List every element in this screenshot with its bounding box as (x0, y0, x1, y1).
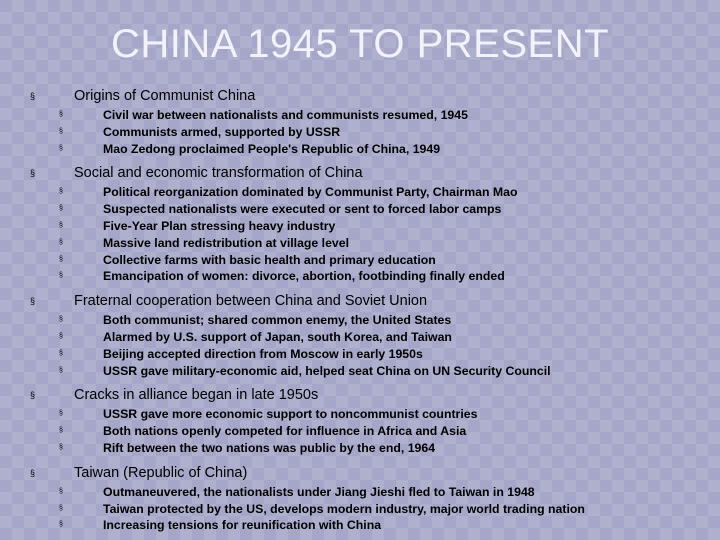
list-item (30, 346, 700, 363)
section-sino-soviet-cooperation (30, 291, 700, 379)
section-heading (30, 86, 700, 106)
square-bullet-icon: § (59, 272, 63, 280)
square-bullet-icon: § (59, 255, 63, 263)
list-item-text: Massive land redistribution at village level (103, 235, 350, 250)
square-bullet-icon: § (59, 410, 63, 418)
list-item-text: Mao Zedong proclaimed People's Republic of China, 1949 (103, 141, 441, 156)
list-item (30, 440, 700, 457)
square-bullet-icon: § (59, 111, 63, 118)
list-item-text: Increasing tensions for reunification with China (103, 518, 382, 533)
heading-text: Taiwan (Republic of China) (74, 464, 248, 481)
slide-content (30, 86, 700, 534)
slide-title: CHINA 1945 TO PRESENT (110, 22, 610, 66)
list-item-text: Five-Year Plan stressing heavy industry (103, 218, 336, 233)
list-item (30, 329, 700, 346)
list-item (30, 517, 700, 534)
list-item-text: Communists armed, supported by USSR (103, 124, 341, 139)
square-bullet-icon: § (59, 144, 63, 152)
list-item-text: USSR gave more economic support to noncommunist countries (103, 407, 478, 422)
list-item (30, 218, 700, 235)
heading-text: Social and economic transformation of China (74, 165, 363, 182)
list-item (30, 124, 700, 141)
heading-text: Cracks in alliance began in late 1950s (74, 387, 319, 404)
list-item-text: Beijing accepted direction from Moscow in early 1950s (103, 346, 423, 361)
list-item-text: Taiwan protected by the US, develops modern industry, major world trading nation (103, 501, 585, 516)
list-item (30, 484, 700, 501)
square-bullet-icon: § (30, 296, 36, 307)
square-bullet-icon: § (59, 504, 63, 512)
list-item (30, 107, 700, 124)
list-item-text: Rift between the two nations was public by the end, 1964 (103, 440, 436, 455)
section-heading (30, 385, 700, 405)
square-bullet-icon: § (59, 221, 63, 229)
square-bullet-icon: § (59, 188, 63, 196)
square-bullet-icon: § (59, 238, 63, 246)
section-social-economic (30, 163, 700, 285)
list-item-text: USSR gave military-economic aid, helped seat China on UN Security Council (103, 363, 551, 378)
square-bullet-icon: § (59, 205, 63, 213)
square-bullet-icon: § (30, 168, 36, 179)
list-item (30, 184, 700, 201)
list-item (30, 252, 700, 269)
square-bullet-icon: § (30, 390, 36, 401)
list-item-text: Emancipation of women: divorce, abortion, footbinding finally ended (103, 269, 505, 284)
square-bullet-icon: § (59, 127, 63, 135)
square-bullet-icon: § (59, 487, 63, 495)
section-heading (30, 291, 700, 311)
section-taiwan (30, 463, 700, 534)
square-bullet-icon: § (30, 467, 36, 478)
heading-text: Fraternal cooperation between China and Soviet Union (74, 293, 428, 310)
section-origins (30, 86, 700, 157)
list-item-text: Collective farms with basic health and primary education (103, 252, 436, 267)
square-bullet-icon: § (59, 443, 63, 451)
section-heading (30, 163, 700, 183)
section-heading (30, 463, 700, 483)
list-item (30, 363, 700, 380)
list-item (30, 141, 700, 158)
list-item-text: Both communist; shared common enemy, the United States (103, 313, 452, 328)
square-bullet-icon: § (59, 366, 63, 374)
list-item-text: Alarmed by U.S. support of Japan, south Korea, and Taiwan (103, 329, 452, 344)
list-item (30, 501, 700, 518)
square-bullet-icon: § (59, 316, 63, 324)
list-item (30, 235, 700, 252)
heading-text: Origins of Communist China (74, 88, 256, 104)
list-item (30, 201, 700, 218)
list-item-text: Civil war between nationalists and communists resumed, 1945 (103, 108, 468, 122)
section-alliance-cracks (30, 385, 700, 456)
square-bullet-icon: § (59, 349, 63, 357)
square-bullet-icon: § (30, 91, 36, 101)
square-bullet-icon: § (59, 427, 63, 435)
list-item-text: Political reorganization dominated by Communist Party, Chairman Mao (103, 185, 518, 200)
list-item-text: Suspected nationalists were executed or sent to forced labor camps (103, 202, 502, 217)
list-item-text: Outmaneuvered, the nationalists under Jiang Jieshi fled to Taiwan in 1948 (103, 484, 535, 499)
square-bullet-icon: § (59, 521, 63, 529)
list-item (30, 312, 700, 329)
list-item (30, 406, 700, 423)
list-item-text: Both nations openly competed for influence in Africa and Asia (103, 424, 467, 439)
list-item (30, 268, 700, 285)
list-item (30, 423, 700, 440)
square-bullet-icon: § (59, 332, 63, 340)
